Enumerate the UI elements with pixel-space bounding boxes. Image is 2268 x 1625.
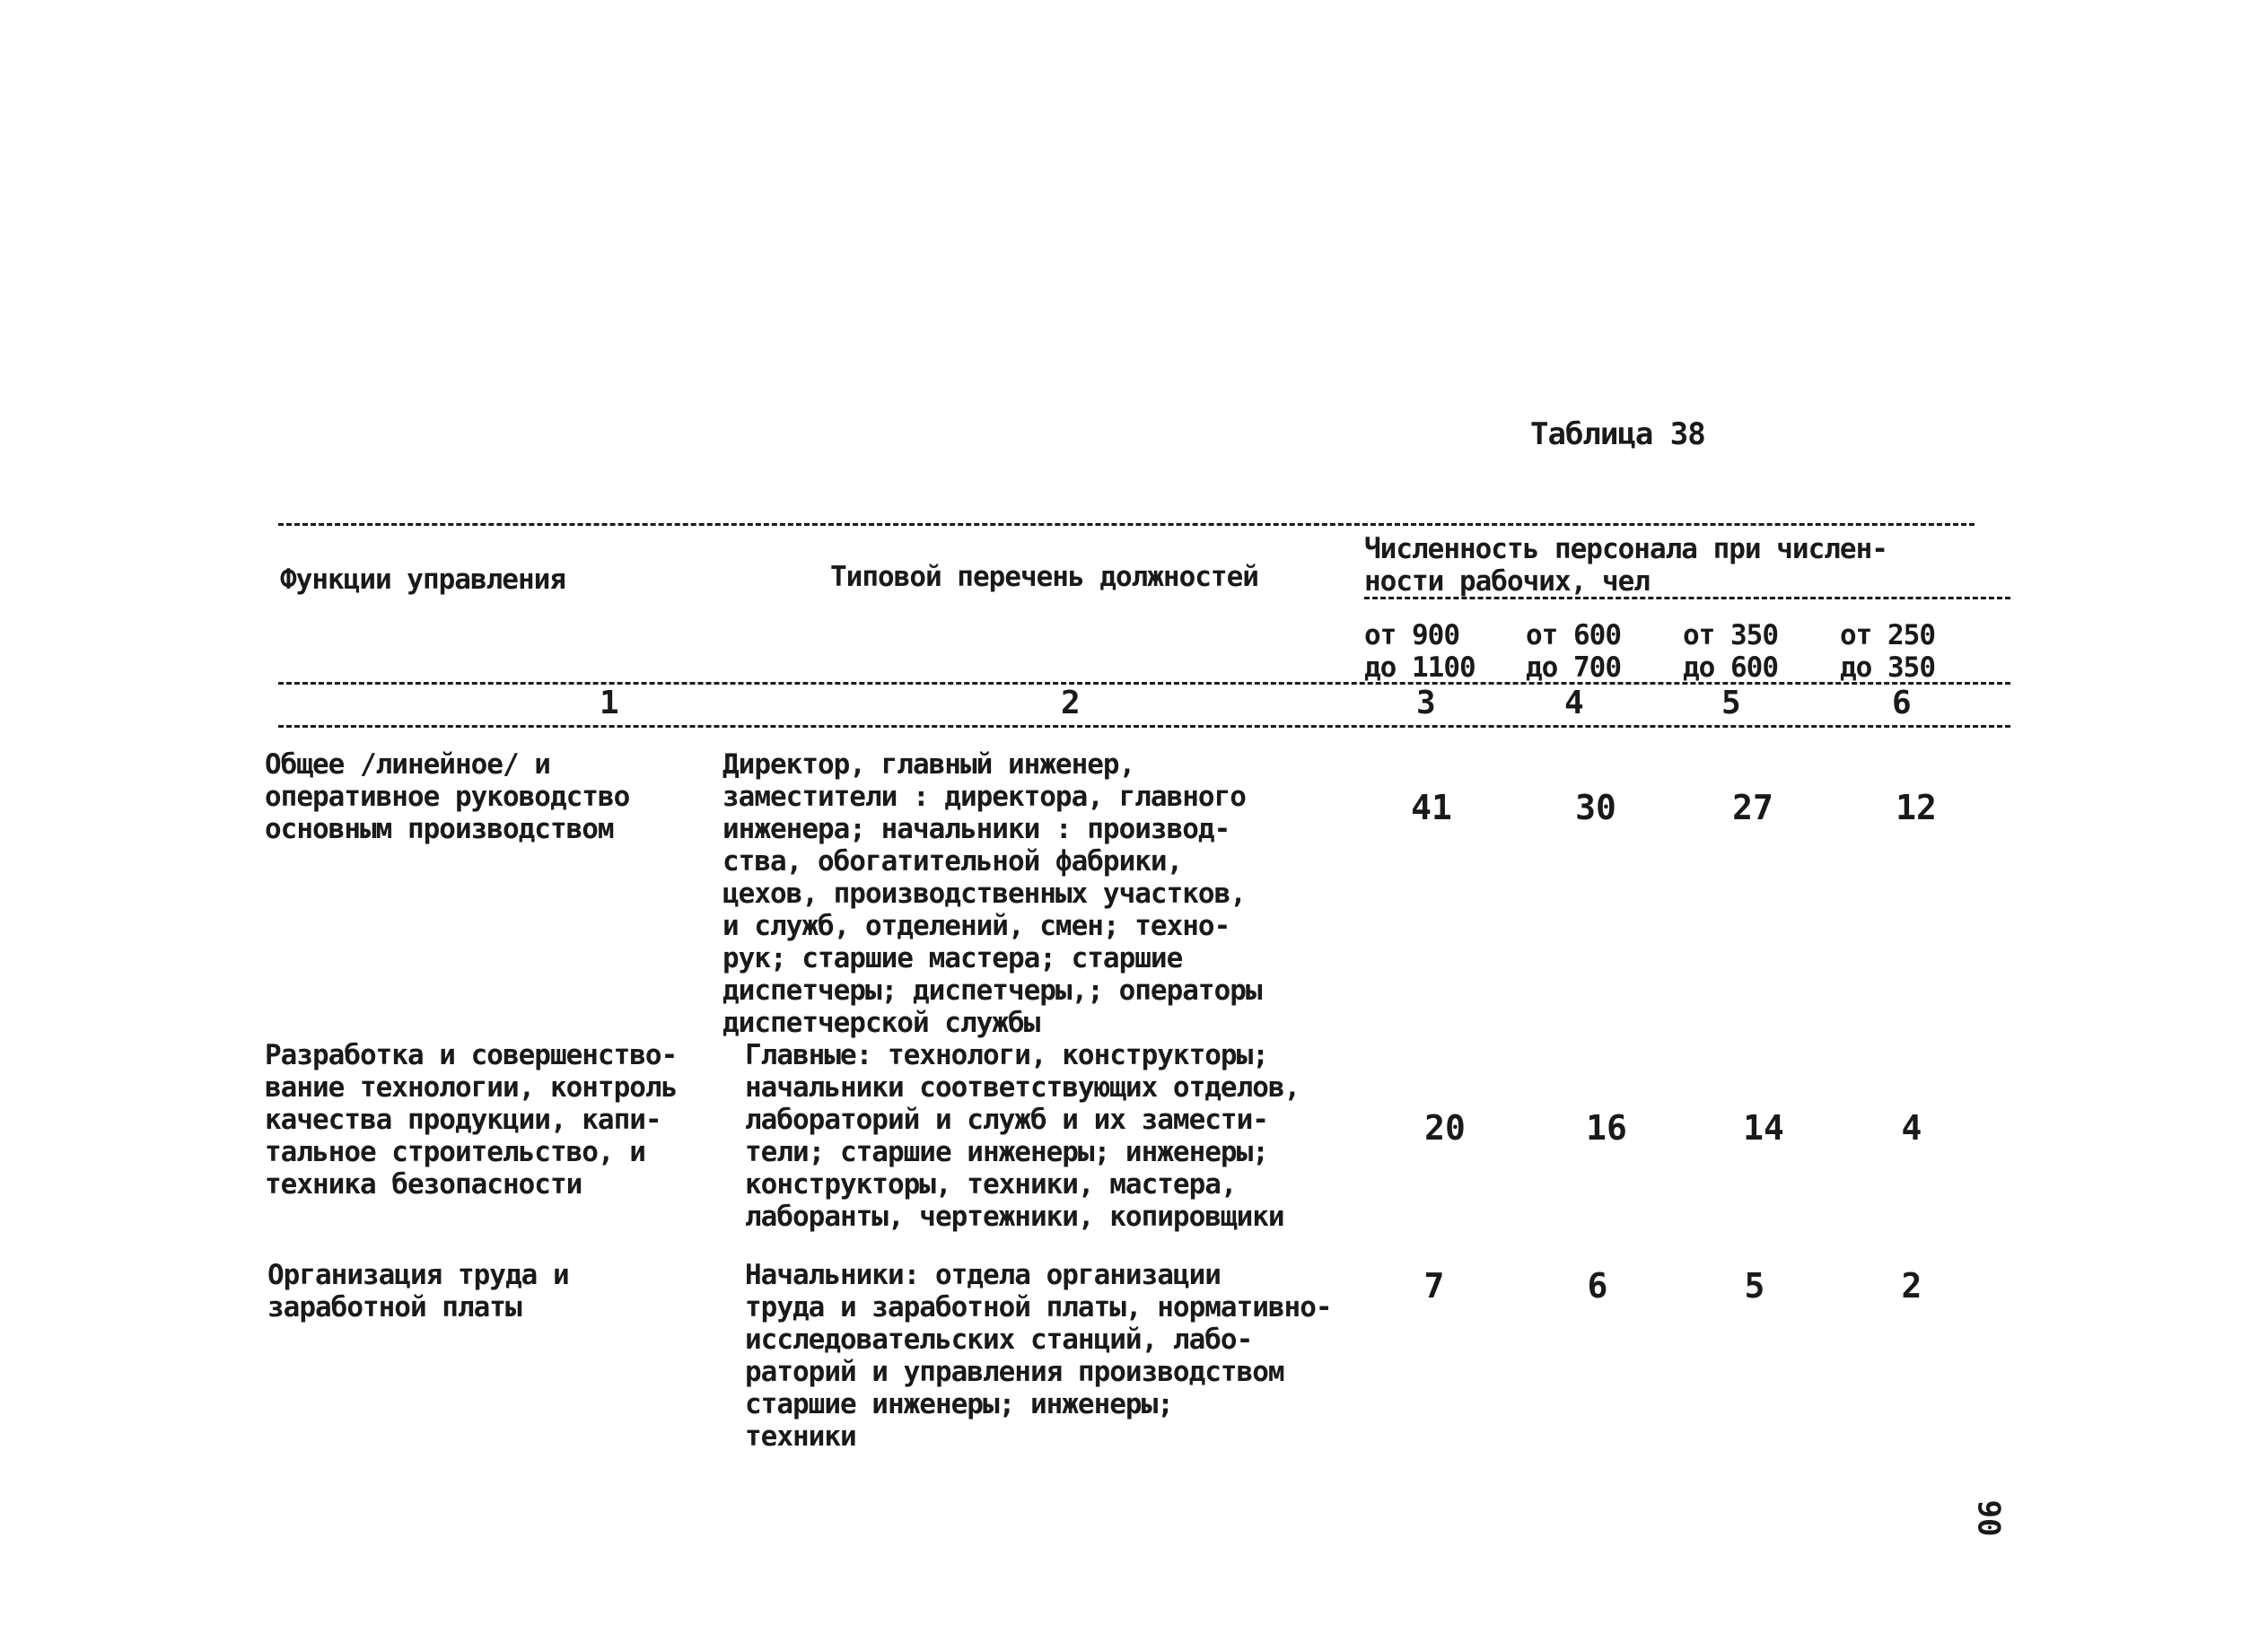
range-from: от 250 (1840, 619, 1935, 651)
value-col4: 16 (1586, 1108, 1627, 1148)
positions-line: заместители : директора, главного (722, 781, 1246, 813)
function-line: Разработка и совершенство- (265, 1039, 678, 1071)
header-functions: Функции управления (280, 564, 565, 596)
row-positions (745, 1259, 1332, 1453)
row-function (267, 1259, 569, 1324)
page-number: 90 (1970, 1499, 2007, 1537)
positions-line: тели; старшие инженеры; инженеры; (745, 1136, 1268, 1168)
positions-line: диспетчерской службы (722, 1007, 1040, 1039)
positions-line: техники (745, 1420, 856, 1453)
range-to: до 600 (1683, 651, 1778, 684)
function-line: вание технологии, контроль (265, 1071, 678, 1104)
range-to: до 350 (1840, 651, 1935, 684)
row-function (265, 748, 629, 845)
header-group-line: Численность персонала при числен- (1364, 533, 1887, 565)
header-range-1 (1364, 619, 1476, 684)
positions-line: раторий и управления производством (745, 1356, 1284, 1388)
header-group-line: ности рабочих, чел (1364, 565, 1650, 598)
value-col4: 30 (1575, 788, 1616, 827)
function-line: заработной платы (267, 1291, 521, 1324)
header-range-4 (1840, 619, 1935, 684)
header-range-2 (1526, 619, 1621, 684)
value-col6: 2 (1901, 1266, 1922, 1306)
function-line: оперативное руководство (265, 781, 630, 813)
value-col6: 12 (1896, 788, 1937, 827)
table-caption: Таблица 38 (1530, 416, 1705, 452)
positions-line: исследовательских станций, лабо- (745, 1324, 1253, 1356)
positions-line: лабораторий и служб и их замести- (745, 1104, 1268, 1136)
header-positions: Типовой перечень должностей (830, 561, 1258, 593)
positions-line: Директор, главный инженер, (722, 748, 1135, 781)
positions-line: инженера; начальники : производ- (722, 813, 1230, 845)
positions-line: рук; старшие мастера; старшие (722, 942, 1183, 974)
positions-line: и служб, отделений, смен; техно- (722, 910, 1230, 942)
value-col5: 14 (1743, 1108, 1784, 1148)
col-number-1: 1 (600, 685, 618, 721)
col-number-5: 5 (1721, 685, 1740, 721)
positions-line: цехов, производственных участков, (722, 878, 1246, 910)
positions-line: Начальники: отдела организации (745, 1259, 1221, 1291)
range-from: от 350 (1683, 619, 1778, 651)
range-to: до 700 (1526, 651, 1621, 684)
col-number-4: 4 (1564, 685, 1583, 721)
function-line: техника безопасности (265, 1168, 582, 1201)
function-line: тальное строительство, и (265, 1136, 645, 1168)
function-line: Организация труда и (267, 1259, 569, 1291)
value-col5: 27 (1732, 788, 1773, 827)
positions-line: ства, обогатительной фабрики, (722, 845, 1183, 878)
row-positions (745, 1039, 1300, 1233)
positions-line: старшие инженеры; инженеры; (745, 1388, 1173, 1420)
value-col3: 41 (1411, 788, 1452, 827)
header-staff-group (1364, 533, 1887, 598)
value-col3: 20 (1424, 1108, 1466, 1148)
col-number-3: 3 (1416, 685, 1435, 721)
col-number-2: 2 (1061, 685, 1080, 721)
row-positions (722, 748, 1262, 1039)
function-line: качества продукции, капи- (265, 1104, 661, 1136)
positions-line: лаборанты, чертежники, копировщики (745, 1201, 1284, 1233)
value-col4: 6 (1587, 1266, 1608, 1306)
value-col3: 7 (1423, 1266, 1445, 1306)
positions-line: начальники соответствующих отделов, (745, 1071, 1300, 1104)
header-range-3 (1683, 619, 1778, 684)
function-line: Общее /линейное/ и (265, 748, 550, 781)
value-col6: 4 (1901, 1108, 1922, 1148)
positions-line: Главные: технологи, конструкторы; (745, 1039, 1268, 1071)
range-to: до 1100 (1364, 651, 1476, 684)
range-from: от 600 (1526, 619, 1621, 651)
row-function (265, 1039, 677, 1201)
function-line: основным производством (265, 813, 614, 845)
range-from: от 900 (1364, 619, 1459, 651)
col-number-6: 6 (1892, 685, 1911, 721)
positions-line: диспетчеры; диспетчеры,; операторы (722, 974, 1262, 1007)
rule-top (278, 523, 1975, 526)
rule-colnum-bottom (278, 725, 2010, 728)
positions-line: конструкторы, техники, мастера, (745, 1168, 1237, 1201)
positions-line: труда и заработной платы, нормативно- (745, 1291, 1332, 1324)
value-col5: 5 (1744, 1266, 1765, 1306)
